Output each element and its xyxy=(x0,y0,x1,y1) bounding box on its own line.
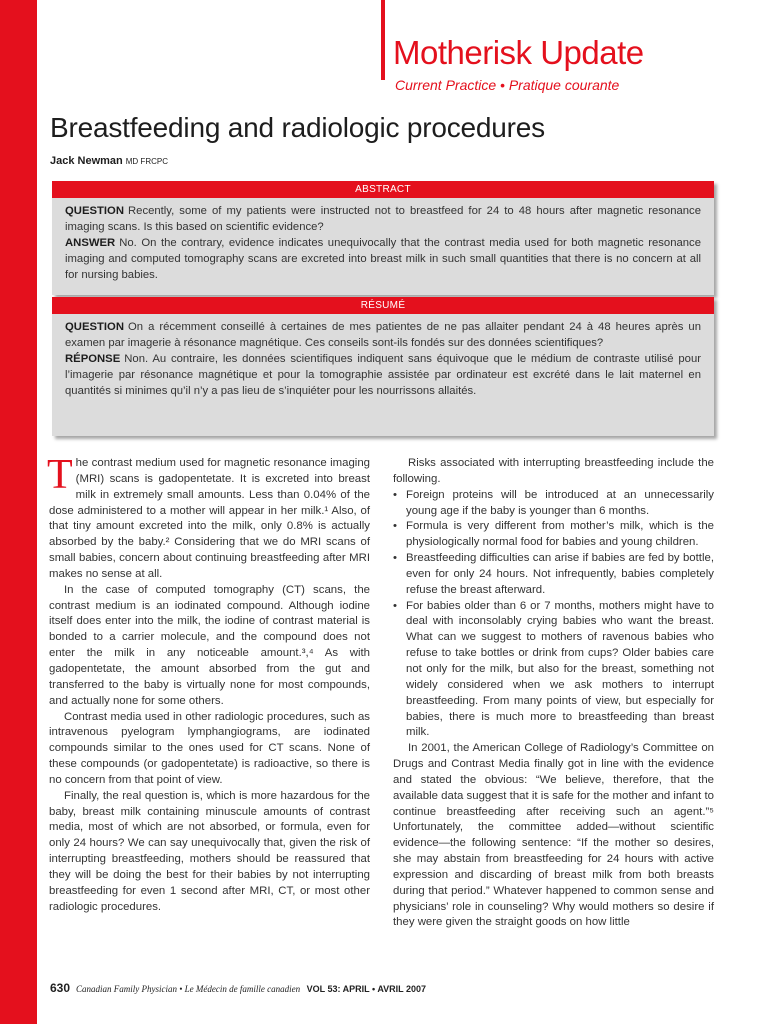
question-text: On a récemment conseillé à certaines de mes patientes de ne pas allaiter pendant 24 à 48 heures après un examen par imagerie à résonance magnétique. Ces conseils sont-ils fondés sur des données scientifiques? xyxy=(65,321,701,349)
abstract-question xyxy=(65,204,701,236)
question-text: Recently, some of my patients were instructed not to breastfeed for 24 to 48 hours after magnetic resonance imaging scans. Is this based on scientific evidence? xyxy=(65,205,701,233)
body-paragraph: Contrast media used in other radiologic procedures, such as intravenous pyelogram lymphangiograms, are iodinated compounds similar to the ones used for CT scans. None of these compounds (or gadopentetate) is radioactive, so there is no concern from that point of view. xyxy=(49,710,370,786)
volume-info: VOL 53: APRIL • AVRIL 2007 xyxy=(306,984,427,994)
page-number: 630 xyxy=(50,981,71,995)
list-item-text: Breastfeeding difficulties can arise if babies are fed by bottle, even for only 24 hours. Not infrequently, babies completely refuse the breast afterward. xyxy=(406,552,714,596)
series-subtitle: Current Practice • Pratique courante xyxy=(395,77,620,93)
question-label: QUESTION xyxy=(65,205,124,217)
resume-box xyxy=(52,297,714,436)
series-title: Motherisk Update xyxy=(393,34,644,71)
abstract-box xyxy=(52,181,714,295)
risk-list xyxy=(393,488,714,742)
list-item xyxy=(393,519,714,551)
journal-name: Canadian Family Physician • Le Médecin de famille canadien xyxy=(76,984,301,994)
list-item xyxy=(393,599,714,742)
body-column-left xyxy=(47,452,370,915)
resume-answer xyxy=(65,352,701,400)
article-title: Breastfeeding and radiologic procedures xyxy=(50,112,545,143)
body-paragraph: Finally, the real question is, which is more hazardous for the baby, breast milk containing minuscule amounts of contrast media, most of which are not absorbed, or formula, even for only 24 hours? We can say unequivocally that, given the risk of interrupting breastfeeding, mothers should be reassured that they will be doing the best for their babies by not interrupting breastfeeding for even 1 second after MRI, CT, or most other radiologic procedures. xyxy=(49,789,370,913)
list-item-text: Formula is very different from mother’s milk, which is the physiologically normal food for babies and young children. xyxy=(406,520,714,549)
bullet-icon: • xyxy=(393,552,397,565)
page-footer xyxy=(50,981,426,995)
list-item xyxy=(393,551,714,599)
bullet-icon: • xyxy=(393,488,397,501)
answer-label: RÉPONSE xyxy=(65,352,121,365)
author-name: Jack Newman xyxy=(50,155,123,167)
body-paragraph: In 2001, the American College of Radiology’s Committee on Drugs and Contrast Media finally got in line with the evidence and stated the obvious: “We believe, therefore, that the available data suggest that it is safe for the mother and infant to continue breastfeeding after receiving such an agent.”⁵ Unfortunately, the committee added—without scientific evidence—the following sentence: “If the mother so desires, she may abstain from breastfeeding for 24 hours with active expression and discarding of breast milk from both breasts during that period.” Whatever happened to common sense and physicians’ role in counseling? Why would mothers so desire if they were given the straight goods on how little xyxy=(393,742,714,929)
header-rule xyxy=(381,0,385,80)
abstract-answer xyxy=(65,236,701,284)
resume-heading: RÉSUMÉ xyxy=(52,297,714,314)
answer-text: Non. Au contraire, les données scientifiques indiquent sans équivoque que le médium de contraste utilisé pour l’imagerie par résonance magnétique et pour la tomographie assistée par ordinateur est excrété dans le lait maternel en quantités si minimes qu’il n’y a pas lieu de s’inquiéter pour les nourrissons allaités. xyxy=(65,352,701,397)
resume-question xyxy=(65,320,701,352)
page-edge-bar xyxy=(0,0,37,1024)
author-credentials: MD FRCPC xyxy=(125,157,168,166)
body-paragraph xyxy=(47,452,370,583)
body-paragraph: In the case of computed tomography (CT) scans, the contrast medium is an iodinated compound. Although iodine itself does enter into the milk, the iodine of contrast material is bonded to a carrier molecule, and the compound does not enter the milk in any noticeable amount.³,⁴ As with gadopentetate, the amount absorbed from the gut and transferred to the baby is virtually none for most compounds, and actually none for some others. xyxy=(49,583,370,707)
bullet-icon: • xyxy=(393,599,397,612)
bullet-icon: • xyxy=(393,520,397,533)
paragraph-text: he contrast medium used for magnetic resonance imaging (MRI) scans is gadopentetate. It is excreted into breast milk in extremely small amounts. Less than 0.04% of the dose administered to a mother will appear in her milk.¹ Also, of that tiny amount excreted into the milk, only 0.8% is actually absorbed by the baby.² Considering that we do MRI scans of small babies, concern about continuing breastfeeding after MRI makes no sense at all. xyxy=(49,457,370,580)
author-line xyxy=(50,155,168,167)
answer-label: ANSWER xyxy=(65,236,116,249)
drop-cap: T xyxy=(47,452,73,498)
list-item-text: For babies older than 6 or 7 months, mothers might have to deal with inconsolably crying babies who want the breast. What can we suggest to mothers of ravenous babies who refuse to take bottles or drink from cups? Older babies care not only for the milk, but also for the breast, something not widely considered when we ask mothers to interrupt breastfeeding. From many points of view, but especially for babies, there is much more to breastfeeding than breast milk. xyxy=(406,599,714,739)
list-item-text: Foreign proteins will be introduced at an unnecessarily young age if the baby is younger than 6 months. xyxy=(406,488,714,517)
abstract-heading: ABSTRACT xyxy=(52,181,714,198)
question-label: QUESTION xyxy=(65,321,124,333)
body-paragraph: Risks associated with interrupting breastfeeding include the following. xyxy=(393,457,714,485)
answer-text: No. On the contrary, evidence indicates unequivocally that the contrast media used for both magnetic resonance imaging and computed tomography scans are excreted into breast milk in such small quantities that there is no concern at all for nursing babies. xyxy=(65,236,701,281)
body-column-right xyxy=(393,456,714,931)
list-item xyxy=(393,488,714,520)
